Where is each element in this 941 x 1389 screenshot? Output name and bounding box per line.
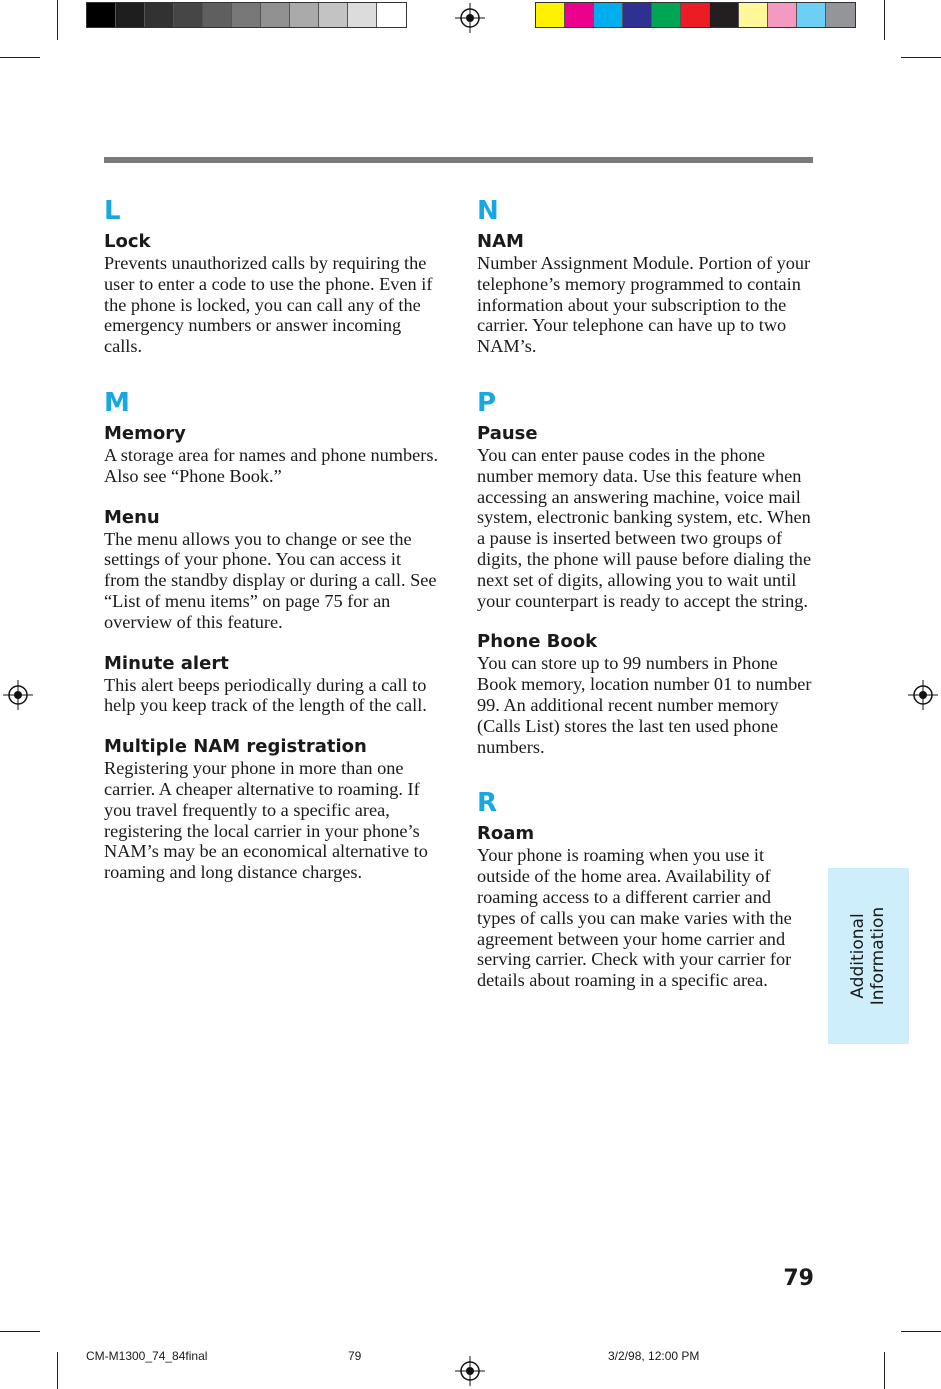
slug-filename: CM-M1300_74_84final: [86, 1349, 208, 1363]
glossary-entry: [104, 423, 440, 487]
term-menu: Menu: [104, 506, 160, 528]
definition-lock: Prevents unauthorized calls by requiring the user to enter a code to use the phone. Even if the phone is locked, you can call any of the emergency numbers or answer incoming calls.: [104, 253, 433, 357]
definition-roam: Your phone is roaming when you use it outside of the home area. Availability of roaming access to a different carrier and types of calls you can make varies with the agreement between your home carrier and serving carrier. Check with your carrier for details about roaming in a specific area.: [477, 845, 792, 991]
gray-swatch: [377, 3, 406, 27]
glossary-entry: [477, 631, 813, 757]
section-letter: M: [104, 387, 130, 418]
crop-mark: [57, 1352, 58, 1389]
gray-swatch: [232, 3, 261, 27]
color-swatch: [623, 3, 652, 27]
section-letter: N: [477, 196, 499, 226]
color-swatch: [739, 3, 768, 27]
left-column: [104, 196, 440, 883]
section-n: [477, 196, 813, 357]
crop-mark: [57, 0, 58, 40]
definition-menu: The menu allows you to change or see the settings of your phone. You can access it from the standby display or during a call. See “List of menu items” on page 75 for an overview of this feature.: [104, 528, 437, 632]
registration-target-icon: [908, 680, 938, 710]
section-p: [477, 388, 813, 757]
section-letter: P: [477, 387, 497, 418]
gray-swatch: [261, 3, 290, 27]
term-multiple-nam-registration: Multiple NAM registration: [104, 736, 367, 758]
crop-mark: [0, 1331, 40, 1332]
definition-pause: You can enter pause codes in the phone number memory data. Use this feature when accessing an answering machine, voice mail system, electronic banking system, etc. When a pause is inserted between two groups of digits, the phone will pause before dialing the next set of digits, allowing you to wait until your counterpart is ready to accept the string.: [477, 444, 812, 611]
definition-nam: Number Assignment Module. Portion of your telephone’s memory programmed to contain information about your subscription to the carrier. Your telephone can have up to two NAM’s.: [477, 253, 811, 357]
section-m: [104, 388, 440, 883]
glossary-entry: [104, 507, 440, 633]
glossary-entry: [104, 653, 440, 717]
color-swatch: [594, 3, 623, 27]
section-tab: [828, 868, 909, 1044]
header-rule: [104, 157, 813, 163]
term-minute-alert: Minute alert: [104, 652, 229, 674]
gray-swatch: [145, 3, 174, 27]
section-tab-label: [848, 868, 888, 1044]
slug-date: 3/2/98, 12:00 PM: [608, 1349, 700, 1363]
color-swatch: [565, 3, 594, 27]
term-phone-book: Phone Book: [477, 631, 598, 653]
color-swatch: [710, 3, 739, 27]
definition-phone-book: You can store up to 99 numbers in Phone Book memory, location number 01 to number 99. An additional recent number memory (Calls List) stores the last ten used phone numbers.: [477, 653, 812, 757]
section-tab-line: Information: [868, 906, 888, 1006]
term-pause: Pause: [477, 422, 538, 444]
glossary-entry: [477, 231, 813, 357]
color-swatch: [652, 3, 681, 27]
definition-minute-alert: This alert beeps periodically during a call to help you keep track of the length of the call.: [104, 674, 427, 716]
registration-target-icon: [455, 3, 485, 33]
glossary-entry: [477, 823, 813, 991]
section-r: [477, 788, 813, 991]
gray-swatch: [203, 3, 232, 27]
registration-target-icon: [455, 1356, 485, 1386]
section-letter: L: [104, 196, 121, 226]
term-memory: Memory: [104, 422, 186, 444]
term-nam: NAM: [477, 231, 524, 252]
crop-mark: [901, 1331, 941, 1332]
gray-swatch: [319, 3, 348, 27]
gray-swatch: [290, 3, 319, 27]
crop-mark: [901, 57, 941, 58]
section-letter: R: [477, 788, 498, 819]
color-bar: [535, 2, 856, 28]
term-lock: Lock: [104, 231, 151, 252]
section-l: [104, 196, 440, 357]
color-swatch: [681, 3, 710, 27]
glossary-entry: [477, 423, 813, 611]
section-tab-line: Additional: [848, 913, 868, 999]
color-swatch: [826, 3, 855, 27]
grayscale-bar: [86, 2, 407, 28]
glossary-entry: [104, 231, 440, 357]
glossary-entry: [104, 736, 440, 883]
color-swatch: [536, 3, 565, 27]
gray-swatch: [116, 3, 145, 27]
right-column: [477, 196, 813, 991]
registration-target-icon: [3, 680, 33, 710]
term-roam: Roam: [477, 823, 535, 845]
crop-mark: [884, 0, 885, 40]
definition-multiple-nam-registration: Registering your phone in more than one carrier. A cheaper alternative to roaming. If you travel frequently to a specific area, registering the local carrier in your phone’s NAM’s may be an economical alternative to roaming and long distance charges.: [104, 758, 428, 883]
crop-mark: [884, 1352, 885, 1389]
color-swatch: [797, 3, 826, 27]
page-number: 79: [783, 1266, 814, 1291]
gray-swatch: [348, 3, 377, 27]
slug-page: 79: [348, 1349, 362, 1363]
gray-swatch: [174, 3, 203, 27]
crop-mark: [0, 57, 40, 58]
definition-memory: A storage area for names and phone numbers. Also see “Phone Book.”: [104, 444, 439, 486]
gray-swatch: [87, 3, 116, 27]
color-swatch: [768, 3, 797, 27]
